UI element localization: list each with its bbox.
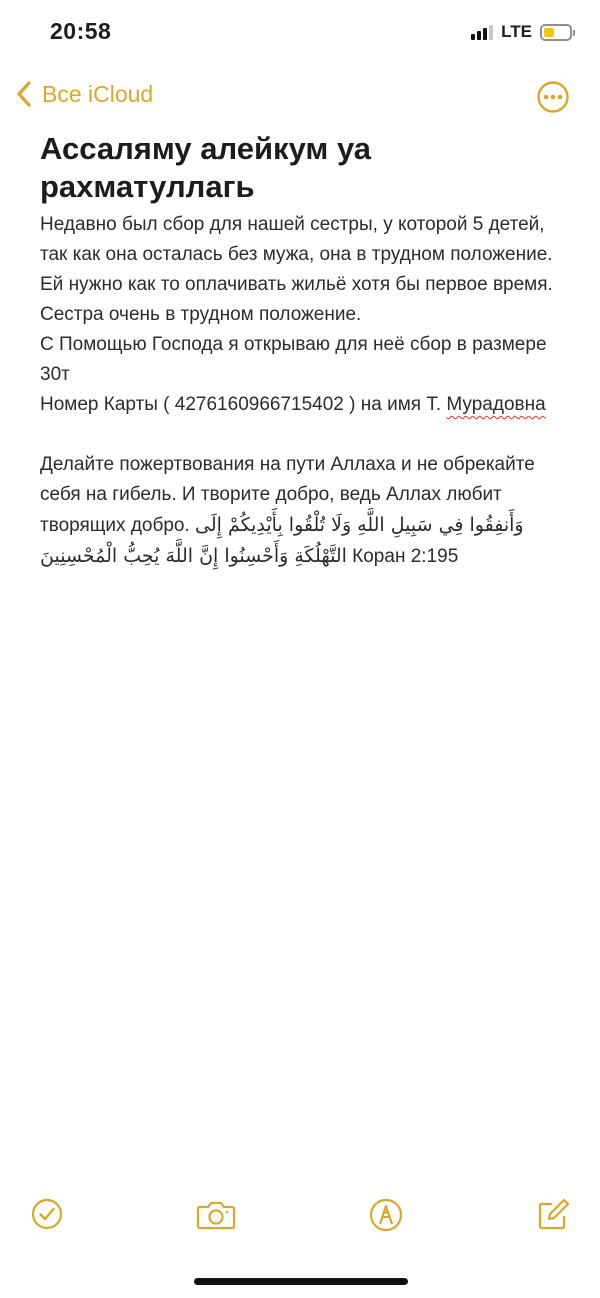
note-paragraph: С Помощью Господа я открываю для неё сбор в размере 30т: [40, 334, 547, 385]
home-indicator[interactable]: [194, 1278, 408, 1285]
note-editor[interactable]: [40, 130, 562, 572]
back-label: Все iCloud: [42, 80, 154, 107]
markup-button[interactable]: [369, 1198, 403, 1237]
checklist-icon: [31, 1198, 63, 1230]
more-button[interactable]: [536, 80, 570, 119]
battery-level: [544, 28, 554, 37]
compose-icon: [536, 1198, 570, 1232]
note-body[interactable]: [40, 210, 562, 572]
markup-pen-icon: [369, 1198, 403, 1232]
back-button[interactable]: [16, 80, 153, 108]
network-label: LTE: [501, 22, 532, 41]
camera-icon: [196, 1200, 236, 1230]
battery-icon: [540, 24, 572, 41]
quote-text: Делайте пожертвования на пути Аллаха и не обрекайте себя на гибель. И творите добро, ведь Аллах любит творящих добро.: [40, 454, 535, 536]
card-text: Номер Карты ( 4276160966715402 ) на имя Т.: [40, 394, 447, 415]
compose-button[interactable]: [536, 1198, 570, 1237]
note-title[interactable]: Ассаляму алейкум уа рахматуллагь: [40, 131, 372, 204]
note-paragraph: Недавно был сбор для нашей сестры, у которой 5 детей, так как она осталась без мужа, она в трудном положение. Ей нужно как то оплачивать жильё хотя бы первое время. Сестра очень в трудном положение.: [40, 214, 553, 325]
chevron-left-icon: [16, 80, 32, 108]
checklist-button[interactable]: [31, 1198, 63, 1235]
blank-line: [40, 420, 562, 450]
quote-paragraph: [40, 450, 562, 572]
card-holder-name: Мурадовна: [446, 394, 546, 415]
status-time: 20:58: [50, 18, 112, 44]
card-line: [40, 390, 562, 420]
ellipsis-circle-icon: [536, 80, 570, 114]
camera-button[interactable]: [196, 1200, 236, 1235]
status-indicators: [471, 22, 572, 42]
signal-icon: [471, 24, 493, 40]
quote-arabic: وَأَنفِقُوا فِي سَبِيلِ اللَّهِ وَلَا تُلْقُوا بِأَيْدِيكُمْ إِلَى التَّهْلُكَةِ وَأَحْسِنُوا إِنَّ اللَّهَ يُحِبُّ الْمُحْسِنِينَ: [40, 514, 524, 567]
quote-source: Коран 2:195: [346, 546, 459, 567]
